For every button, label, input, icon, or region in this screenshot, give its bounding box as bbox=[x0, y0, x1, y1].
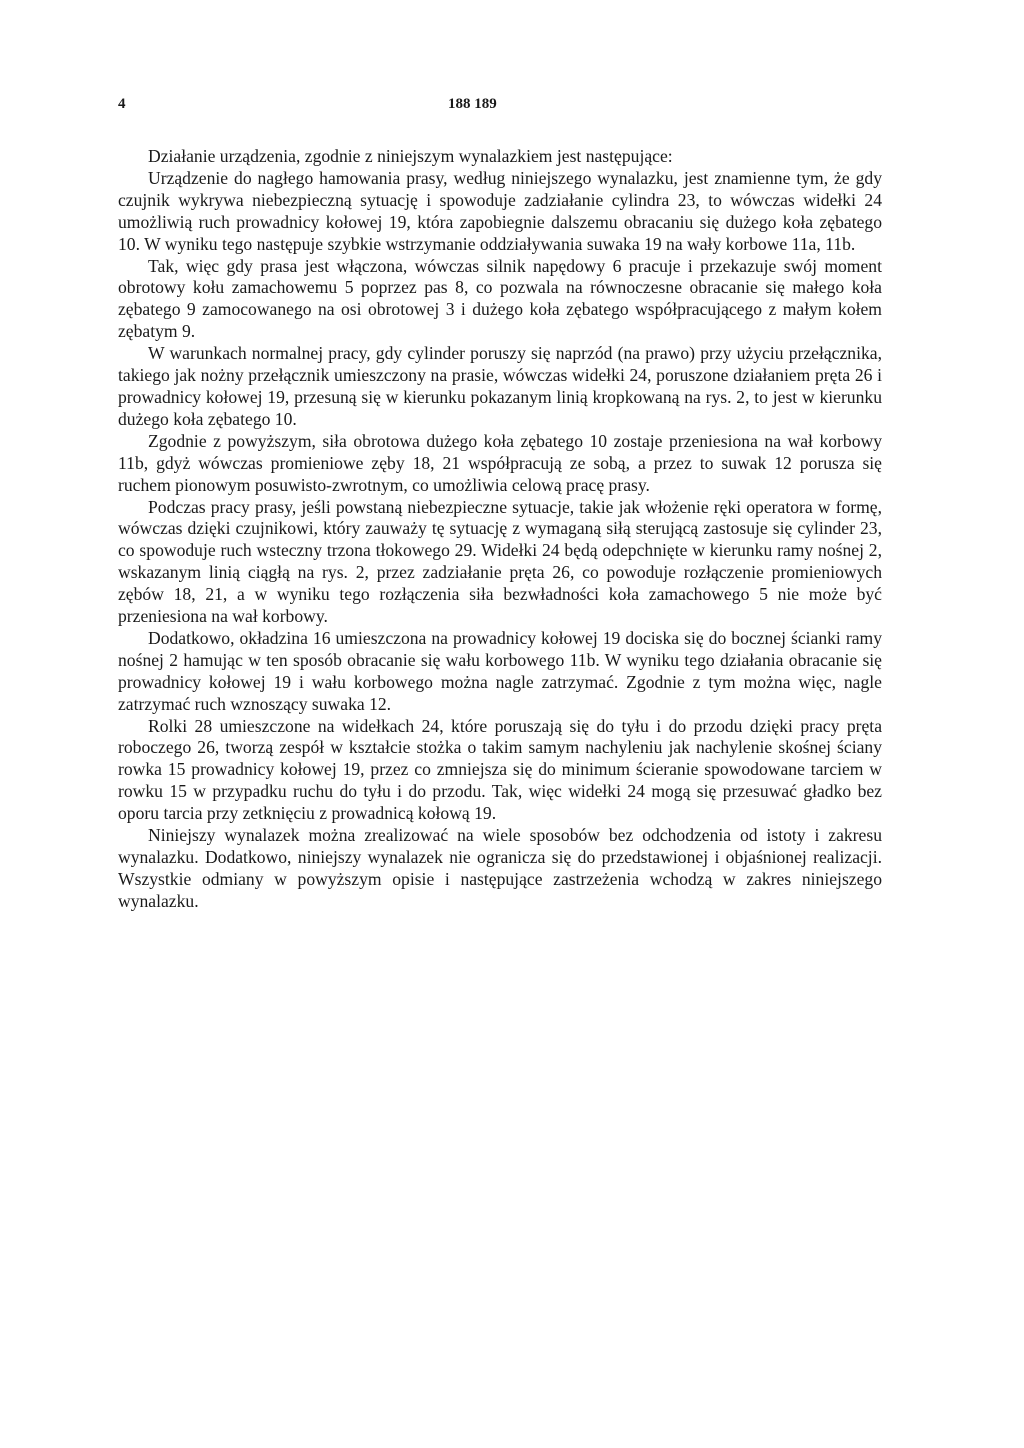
paragraph-characterizing: Urządzenie do nagłego hamowania prasy, według niniejszego wynalazku, jest znamienne tym, że gdy czujnik wykrywa niebezpieczną sytuację i spowoduje zadziałanie cylindra 23, to wówczas widełki 24 umożliwią ruch prowadnicy kołowej 19, która zapobiegnie dalszemu obracaniu się dużego koła zębatego 10. W wyniku tego następuje szybkie wstrzymanie oddziaływania suwaka 19 na wały korbowe 11a, 11b. bbox=[118, 167, 882, 254]
paragraph-scope: Niniejszy wynalazek można zrealizować na wiele sposobów bez odchodzenia od istoty i zakresu wynalazku. Dodatkowo, niniejszy wynalazek nie ogranicza się do przedstawionej i objaśnionej realizacji. Wszystkie odmiany w powyższym opisie i następujące zastrzeżenia wchodzą w zakres niniejszego wynalazku. bbox=[118, 825, 882, 911]
patent-number: 188 189 bbox=[448, 96, 497, 112]
paragraph-press-on: Tak, więc gdy prasa jest włączona, wówczas silnik napędowy 6 pracuje i przekazuje swój moment obrotowy kołu zamachowemu 5 poprzez pas 8, co pozwala na równoczesne obracanie się małego koła zębatego 9 zamocowanego na osi obrotowej 3 i dużego koła zębatego współpracującego z małym kołem zębatym 9. bbox=[118, 255, 882, 342]
paragraph-normal-operation: W warunkach normalnej pracy, gdy cylinder poruszy się naprzód (na prawo) przy użyciu przełącznika, takiego jak nożny przełącznik umieszczony na prasie, wówczas widełki 24, poruszone działaniem pręta 26 i prowadnicy kołowej 19, przesuną się w kierunku pokazanym linią kropkowaną na rys. 2, to jest w kierunku dużego koła zębatego 10. bbox=[118, 343, 882, 429]
paragraph-rollers: Rolki 28 umieszczone na widełkach 24, które poruszają się do tyłu i do przodu dzięki pracy pręta roboczego 26, tworzą zespół w kształcie stożka o takim samym nachyleniu jak nachylenie skośnej ściany rowka 15 prowadnicy kołowej 19, przez co zmniejsza się do minimum ścieranie spowodowane tarciem w rowku 15 w przypadku ruchu do tyłu i do przodu. Tak, więc widełki 24 mogą się przesuwać gładko bez oporu tarcia przy zetknięciu z prowadnicą kołową 19. bbox=[118, 715, 882, 824]
page-header bbox=[118, 96, 908, 116]
page-number: 4 bbox=[118, 96, 126, 112]
paragraph-intro: Działanie urządzenia, zgodnie z niniejszym wynalazkiem jest następujące: bbox=[148, 146, 673, 166]
description-body bbox=[118, 146, 882, 913]
paragraph-force-transfer: Zgodnie z powyższym, siła obrotowa dużego koła zębatego 10 zostaje przeniesiona na wał korbowy 11b, gdyż wówczas promieniowe zęby 18, 21 współpracują ze sobą, a przez to suwak 12 porusza się ruchem pionowym posuwisto-zwrotnym, co umożliwia celową pracę prasy. bbox=[118, 430, 882, 495]
paragraph-danger-situation: Podczas pracy prasy, jeśli powstaną niebezpieczne sytuacje, takie jak włożenie ręki operatora w formę, wówczas dzięki czujnikowi, który zauważy tę sytuację z wymaganą siłą sterującą zastosuje się cylinder 23, co spowoduje ruch wsteczny trzona tłokowego 29. Widełki 24 będą odepchnięte w kierunku ramy nośnej 2, wskazanym linią ciągłą na rys. 2, przez zadziałanie pręta 26, co powoduje rozłączenie promieniowych zębów 18, 21, a w wyniku tego rozłączenia siła bezwładności koła zamachowego 5 nie może być przeniesiona na wał korbowy. bbox=[118, 496, 882, 627]
paragraph-braking: Dodatkowo, okładzina 16 umieszczona na prowadnicy kołowej 19 dociska się do bocznej ścianki ramy nośnej 2 hamując w ten sposób obracanie się wału korbowego 11b. W wyniku tego działania obracanie się prowadnicy kołowej 19 i wału korbowego można nagle zatrzymać. Zgodnie z tym można więc, nagle zatrzymać ruch wznoszący suwaka 12. bbox=[118, 627, 882, 714]
